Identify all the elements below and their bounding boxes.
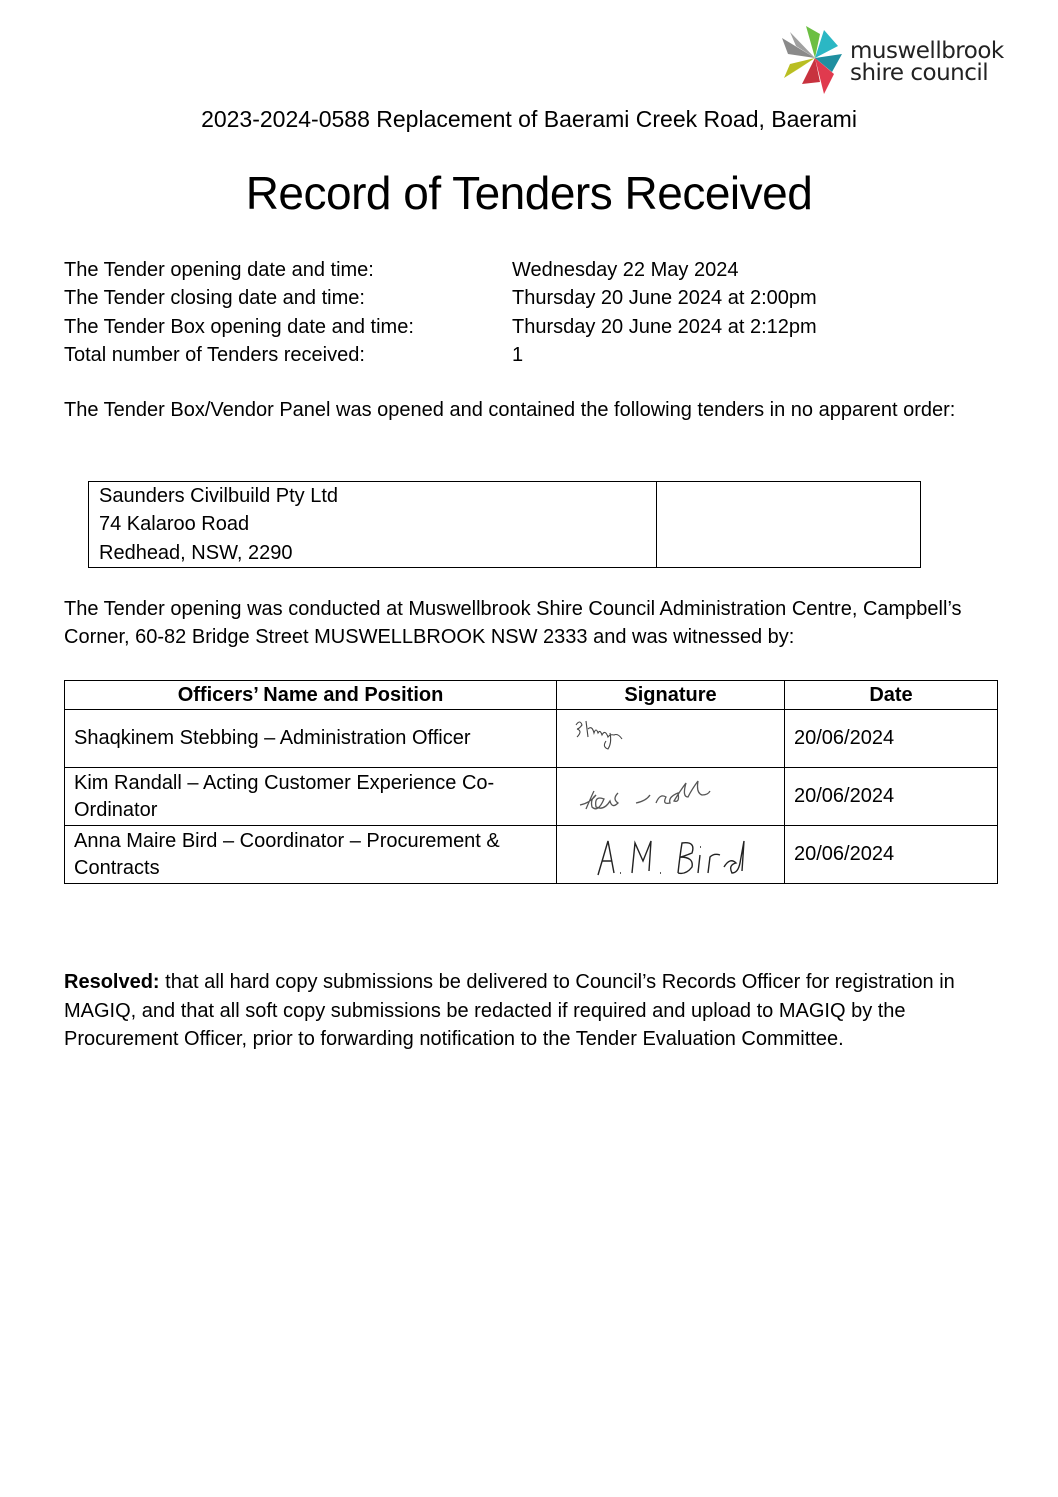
signature-image [566,769,776,825]
table-row [89,482,921,568]
signature-cell [557,768,785,826]
signature-cell [557,710,785,768]
opening-statement: The Tender opening was conducted at Muswellbrook Shire Council Administration Centre, Campbell’s Corner, 60-82 Bridge Street MUSWELLBROOK NSW 2333 and was witnessed by: [64,598,962,649]
header-date: Date [785,681,998,710]
table-header-row [65,681,998,710]
signature-image [566,711,776,767]
resolved-text: that all hard copy submissions be delivered to Council’s Records Officer for registration in MAGIQ, and that all soft copy submissions be redacted if required and upload to MAGIQ by the Procurement Officer, prior to forwarding notification to the Tender Evaluation Committee. [64,971,955,1051]
info-label: The Tender Box opening date and time: [64,315,414,338]
info-label: The Tender opening date and time: [64,259,374,281]
council-logo [780,24,1020,96]
sign-date: 20/06/2024 [785,768,998,826]
info-value: Wednesday 22 May 2024 [512,259,739,281]
officer-name: Kim Randall – Acting Customer Experience Co-Ordinator [65,768,557,826]
intro-paragraph: The Tender Box/Vendor Panel was opened and contained the following tenders in no apparent order: [64,399,956,421]
signature-image [566,827,776,883]
info-label: The Tender closing date and time: [64,287,365,310]
star-emblem-icon [780,24,850,96]
sign-date: 20/06/2024 [785,826,998,884]
logo-name-line2: shire council [850,60,989,86]
table-row [65,710,998,768]
officer-name: Anna Maire Bird – Coordinator – Procurement & Contracts [65,826,557,884]
table-row [65,826,998,884]
witness-table [64,680,998,884]
tenderer-cell [89,482,657,568]
logo-name-line1: muswellbrook [850,38,1004,64]
info-value: Thursday 20 June 2024 at 2:00pm [512,287,817,310]
header-name: Officers’ Name and Position [65,681,557,710]
info-value: 1 [512,343,524,366]
sign-date: 20/06/2024 [785,710,998,768]
info-label: Total number of Tenders received: [64,343,365,366]
tenderer-name: Saunders Civilbuild Pty Ltd [99,485,339,507]
tenders-table [88,481,921,568]
tender-reference: 2023-2024-0588 Replacement of Baerami Creek Road, Baerami [201,106,857,132]
resolution-paragraph [64,968,1009,1054]
table-row [65,768,998,826]
officer-name: Shaqkinem Stebbing – Administration Officer [65,710,557,768]
resolved-label: Resolved: [64,971,160,993]
tender-notes-cell [657,482,921,568]
tenderer-locality: Redhead, NSW, 2290 [99,541,293,564]
page-title: Record of Tenders Received [245,167,813,219]
signature-cell [557,826,785,884]
header-signature: Signature [557,681,785,710]
info-value: Thursday 20 June 2024 at 2:12pm [512,315,817,338]
tenderer-street: 74 Kalaroo Road [99,513,250,536]
